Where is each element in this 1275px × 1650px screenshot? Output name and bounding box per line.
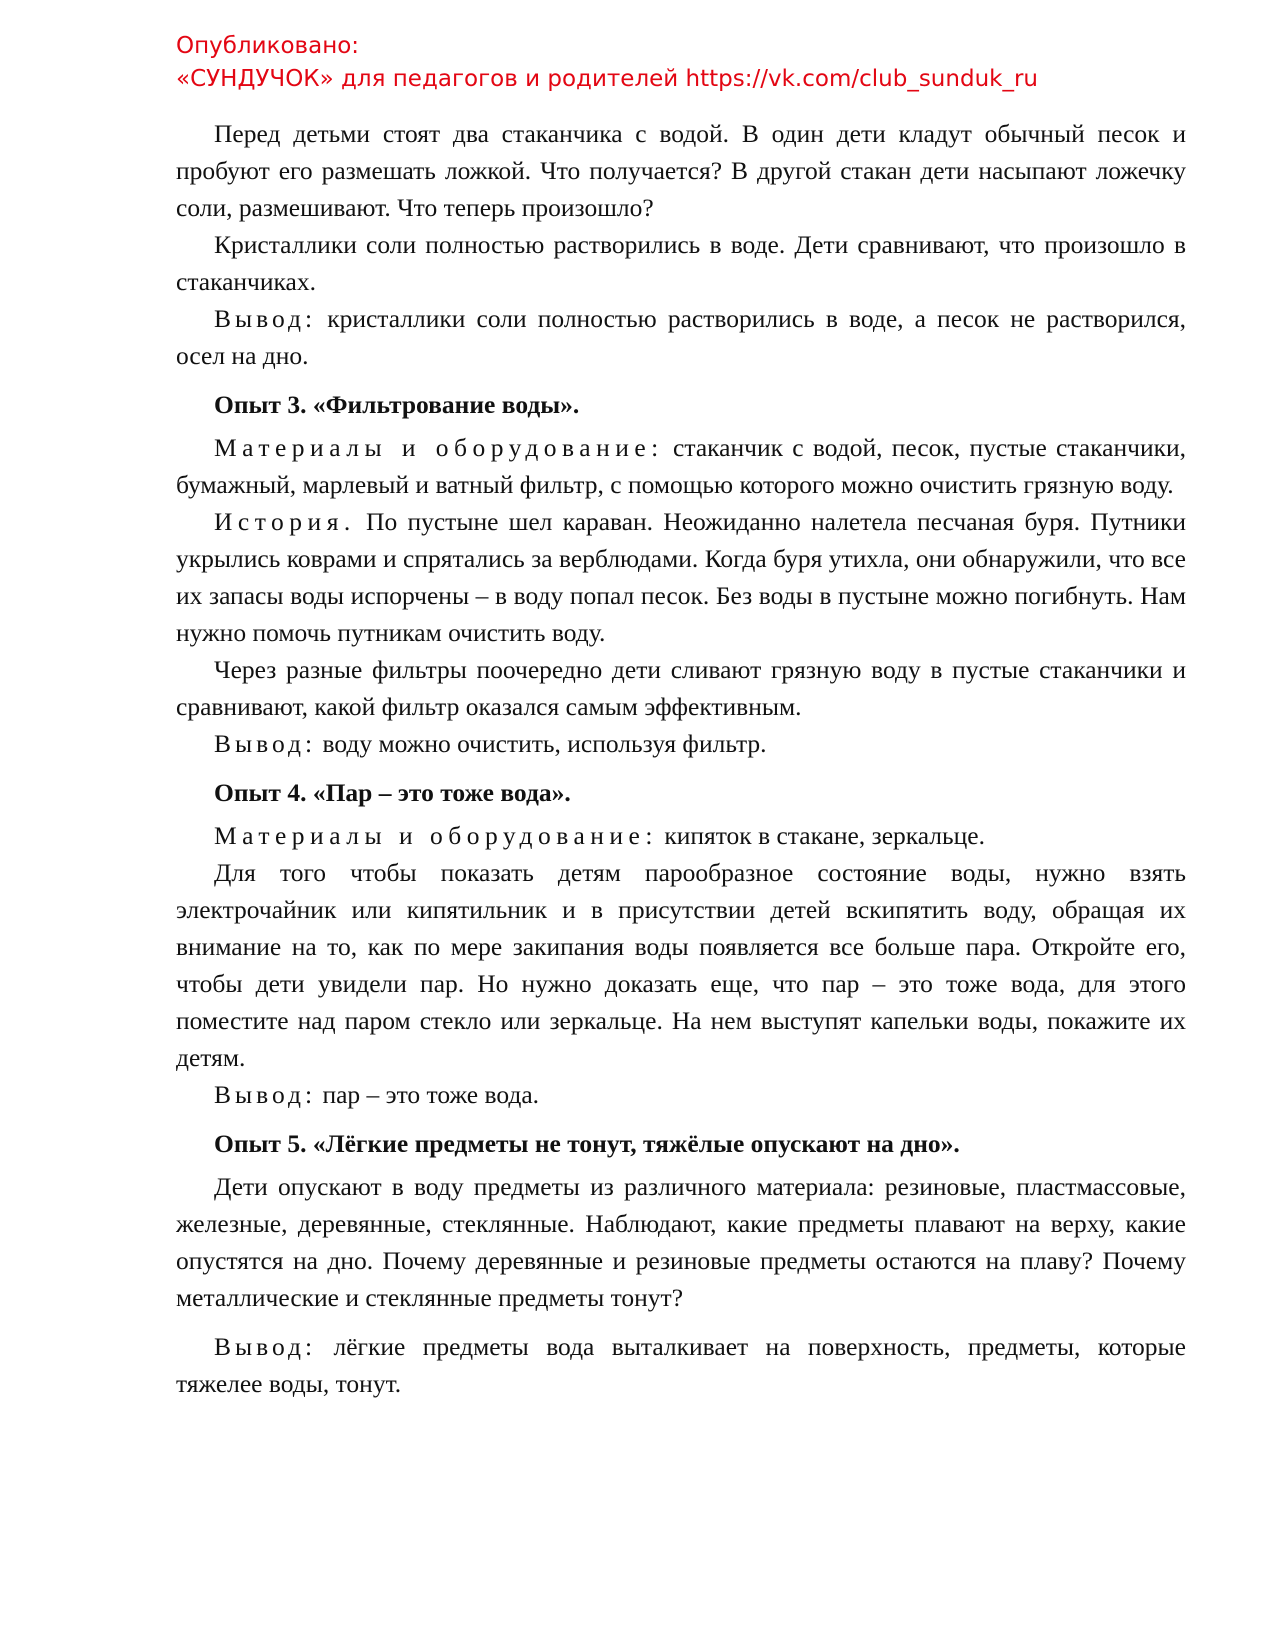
materials-label: Материалы и оборудование: — [214, 433, 664, 462]
document-body — [176, 115, 1186, 1402]
header-published-label: Опубликовано: — [176, 33, 360, 59]
exp3-paragraph: Через разные фильтры поочередно дети сливают грязную воду в пустые стаканчики и сравнивают, какой фильтр оказался самым эффективным. — [176, 655, 1186, 721]
conclusion-label: Вывод: — [214, 1080, 317, 1109]
history-text: По пустыне шел караван. Неожиданно налетела песчаная буря. Путники укрылись коврами и спрятались за верблюдами. Когда буря утихла, они обнаружили, что все их запасы воды испорчены – в воду попал песок. Без воды в пустыне можно погибнуть. Нам нужно помочь путникам очистить воду. — [176, 507, 1186, 647]
exp3-conclusion — [176, 725, 1186, 762]
exp3-title: Опыт 3. «Фильтрование воды». — [214, 390, 580, 419]
intro-conclusion — [176, 300, 1186, 374]
conclusion-label: Вывод: — [214, 729, 317, 758]
publication-header — [176, 30, 1196, 96]
intro-paragraph-2: Кристаллики соли полностью растворились в воде. Дети сравнивают, что произошло в стаканчиках. — [176, 230, 1186, 296]
intro-paragraph-1: Перед детьми стоят два стаканчика с водой. В один дети кладут обычный песок и пробуют его размешать ложкой. Что получается? В другой стакан дети насыпают ложечку соли, размешивают. Что теперь произошло? — [176, 119, 1186, 222]
conclusion-text: кристаллики соли полностью растворились в воде, а песок не растворился, осел на дно. — [176, 304, 1186, 370]
exp4-materials — [176, 817, 1186, 854]
materials-label: Материалы и оборудование: — [214, 821, 658, 850]
materials-text: кипяток в стакане, зеркальце. — [657, 821, 985, 850]
exp5-conclusion — [176, 1328, 1186, 1402]
conclusion-label: Вывод: — [214, 1332, 317, 1361]
exp4-paragraph: Для того чтобы показать детям парообразное состояние воды, нужно взять электрочайник или кипятильник и в присутствии детей вскипятить воду, обращая их внимание на то, как по мере закипания воды появляется все больше пара. Откройте его, чтобы дети увидели пар. Но нужно доказать еще, что пар – это тоже вода, для этого поместите над паром стекло или зеркальце. На нем выступят капельки воды, покажите их детям. — [176, 858, 1186, 1072]
exp5-paragraph: Дети опускают в воду предметы из различного материала: резиновые, пластмассовые, железные, деревянные, стеклянные. Наблюдают, какие предметы плавают на верху, какие опустятся на дно. Почему деревянные и резиновые предметы остаются на плаву? Почему металлические и стеклянные предметы тонут? — [176, 1172, 1186, 1312]
exp3-history — [176, 503, 1186, 651]
conclusion-text: лёгкие предметы вода выталкивает на поверхность, предметы, которые тяжелее воды, тонут. — [176, 1332, 1186, 1398]
header-source-link[interactable]: «СУНДУЧОК» для педагогов и родителей https://vk.com/club_sunduk_ru — [176, 66, 1038, 92]
materials-text: стаканчик с водой, песок, пустые стаканчики, бумажный, марлевый и ватный фильтр, с помощью которого можно очистить грязную воду. — [176, 433, 1187, 499]
exp4-title: Опыт 4. «Пар – это тоже вода». — [214, 778, 571, 807]
conclusion-text: воду можно очистить, используя фильтр. — [316, 729, 767, 758]
exp3-materials — [176, 429, 1186, 503]
exp5-title: Опыт 5. «Лёгкие предметы не тонут, тяжёлые опускают на дно». — [214, 1129, 960, 1158]
history-label: История. — [214, 507, 356, 536]
exp4-conclusion — [176, 1076, 1186, 1113]
conclusion-text: пар – это тоже вода. — [316, 1080, 540, 1109]
conclusion-label: Вывод: — [214, 304, 317, 333]
